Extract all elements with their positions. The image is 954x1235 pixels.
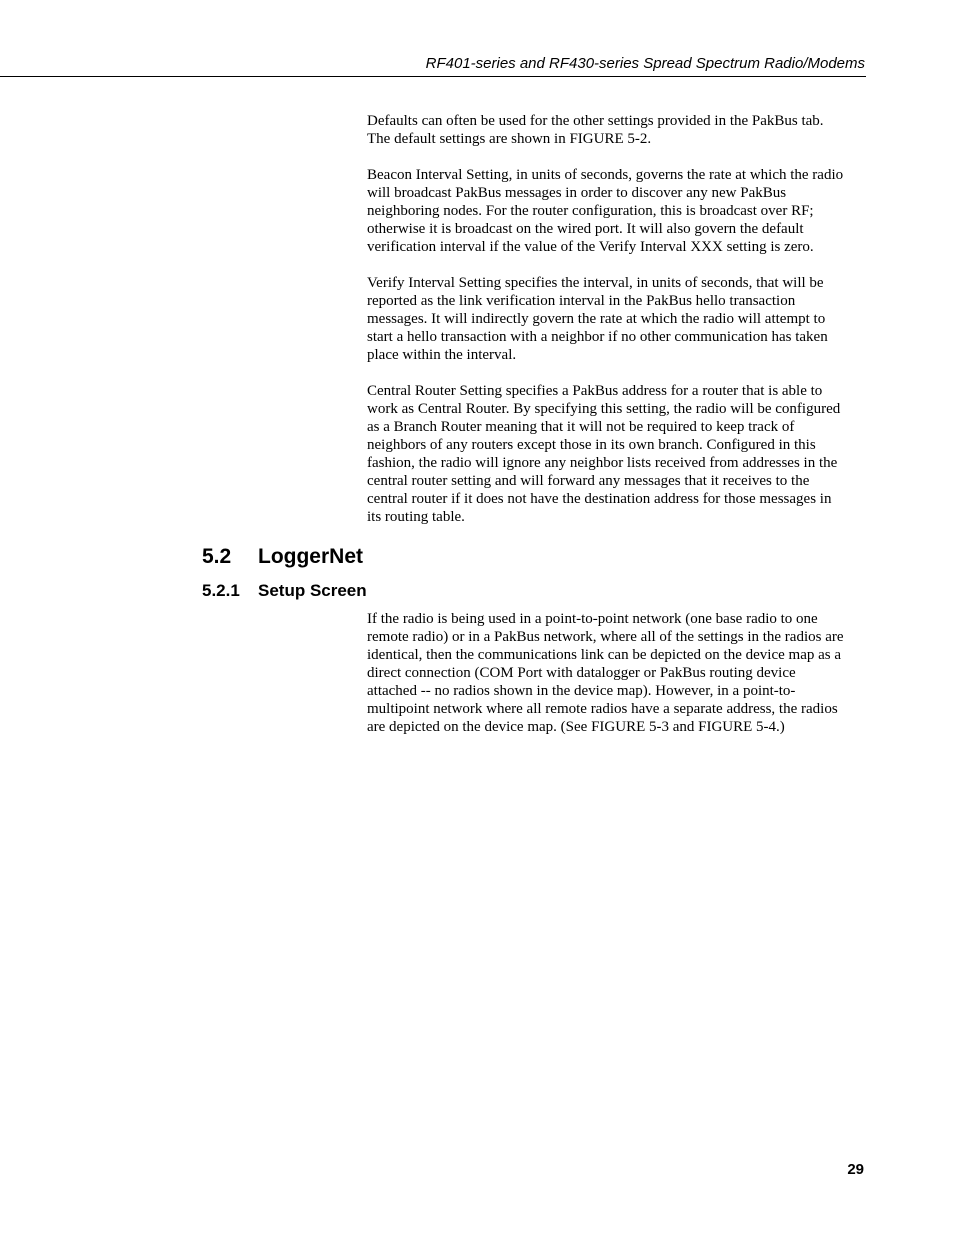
paragraph-defaults: Defaults can often be used for the other settings provided in the PakBus tab. The default settings are shown in FIGURE 5-2. <box>367 113 824 147</box>
section-title: LoggerNet <box>258 545 363 568</box>
subsection-title: Setup Screen <box>258 581 367 600</box>
paragraph-beacon-interval: Beacon Interval Setting, in units of seconds, governs the rate at which the radio will broadcast PakBus messages in order to discover any new PakBus neighboring nodes. For the router configuration, this is broadcast over RF; otherwise it is broadcast on the wired port. It will also govern the default verification interval if the value of the Verify Interval XXX setting is zero. <box>367 167 844 255</box>
paragraph-central-router: Central Router Setting specifies a PakBus address for a router that is able to work as Central Router. By specifying this setting, the radio will be configured as a Branch Router meaning that it will not be required to keep track of neighbors of any routers except those in its own branch. Configured in this fashion, the radio will ignore any neighbor lists received from addresses in the central router setting and will forward any messages that it receives to the central router if it does not have the destination address for those messages in its routing table. <box>367 383 841 525</box>
running-header: RF401-series and RF430-series Spread Spectrum Radio/Modems <box>425 55 865 72</box>
page-number: 29 <box>847 1161 864 1178</box>
header-rule <box>0 76 866 77</box>
paragraph-setup-screen: If the radio is being used in a point-to-point network (one base radio to one remote radio) or in a PakBus network, where all of the settings in the radios are identical, then the communications link can be depicted on the device map as a direct connection (COM Port with datalogger or PakBus routing device attached -- no radios shown in the device map). However, in a point-to- multipoint network where all remote radios have a separate address, the radios are depicted on the device map. (See FIGURE 5-3 and FIGURE 5-4.) <box>367 611 844 735</box>
subsection-heading <box>202 580 367 601</box>
paragraph-verify-interval: Verify Interval Setting specifies the interval, in units of seconds, that will be reported as the link verification interval in the PakBus hello transaction messages. It will indirectly govern the rate at which the radio will attempt to start a hello transaction with a neighbor if no other communication has taken place within the interval. <box>367 275 828 363</box>
section-number: 5.2 <box>202 545 232 568</box>
subsection-number: 5.2.1 <box>202 581 240 600</box>
section-heading <box>202 544 363 570</box>
